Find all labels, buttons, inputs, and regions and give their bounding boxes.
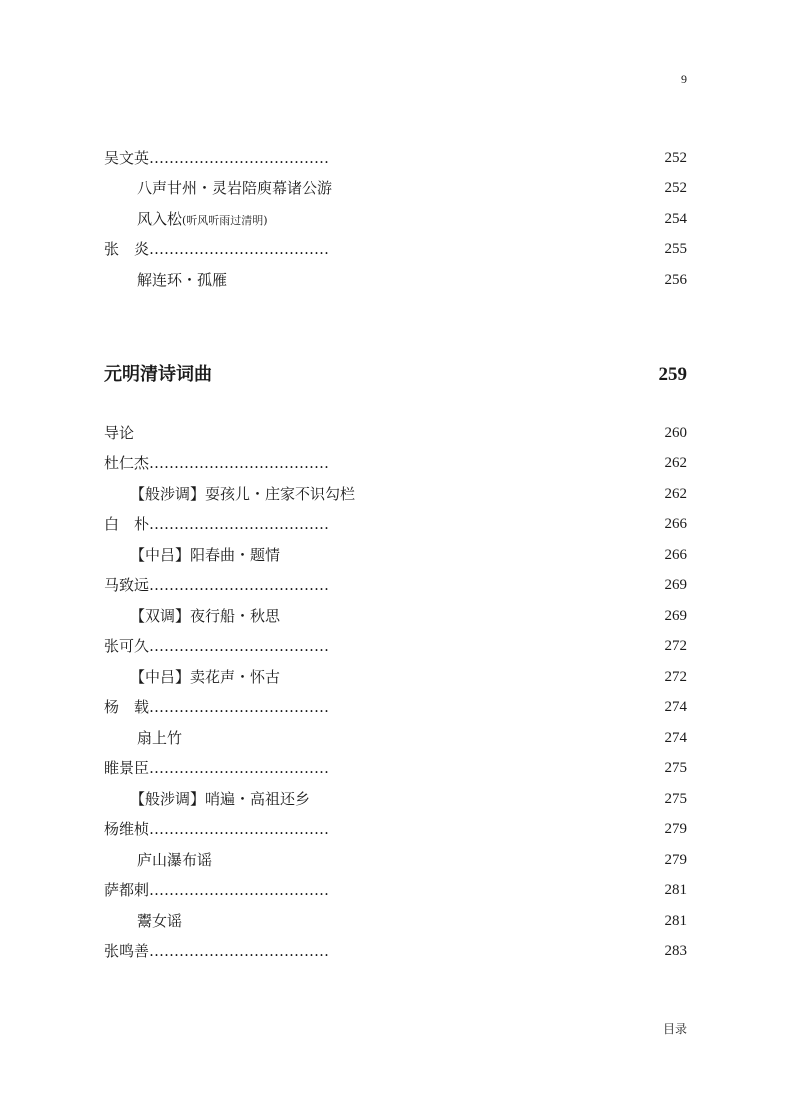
entry-label: 萨都剌……………………………… <box>104 881 330 899</box>
entry-note: (听风听雨过清明) <box>182 214 268 227</box>
entry-label: 马致远……………………………… <box>104 576 330 594</box>
entry-page: 279 <box>664 821 687 837</box>
toc-entry-work[interactable] <box>104 726 687 750</box>
entry-label: 张可久……………………………… <box>104 637 330 655</box>
entry-label: 张鸣善……………………………… <box>104 942 330 960</box>
entry-label: 导论 <box>104 424 135 442</box>
entry-page: 275 <box>664 760 687 776</box>
entry-label: 【中吕】卖花声・怀古 <box>130 668 281 686</box>
entry-page: 260 <box>664 425 687 441</box>
entry-label: 白 朴……………………………… <box>104 515 330 533</box>
entry-label: 解连环・孤雁 <box>137 271 228 289</box>
entry-page: 279 <box>664 852 687 868</box>
toc-entry-author[interactable] <box>104 451 687 475</box>
entry-label: 杨维桢……………………………… <box>104 820 330 838</box>
entry-page: 281 <box>664 882 687 898</box>
entry-page: 255 <box>664 241 687 257</box>
toc-entry-author[interactable] <box>104 878 687 902</box>
entry-label: 【中吕】阳春曲・题情 <box>130 546 281 564</box>
entry-label: 【般涉调】耍孩儿・庄家不识勾栏 <box>130 485 356 503</box>
toc-entry-work[interactable] <box>104 482 687 506</box>
entry-label: 鬻女谣 <box>137 912 183 930</box>
entry-page: 266 <box>664 547 687 563</box>
entry-label: 张 炎……………………………… <box>104 240 330 258</box>
entry-label: 【般涉调】哨遍・高祖还乡 <box>130 790 311 808</box>
entry-page: 283 <box>664 943 687 959</box>
toc-entry-author[interactable] <box>104 237 687 261</box>
section-title: 元明清诗词曲 <box>104 364 212 385</box>
entry-page: 256 <box>664 272 687 288</box>
toc-entry-work[interactable] <box>104 176 687 200</box>
entry-page: 266 <box>664 516 687 532</box>
entry-label: 吴文英……………………………… <box>104 149 330 167</box>
entry-label: 八声甘州・灵岩陪庾幕诸公游 <box>137 179 333 197</box>
toc-entry-intro[interactable] <box>104 421 687 445</box>
footer-label: 目录 <box>662 1022 687 1036</box>
entry-page: 281 <box>664 913 687 929</box>
toc-entry-author[interactable] <box>104 512 687 536</box>
entry-page: 252 <box>664 150 687 166</box>
entry-label: 睢景臣……………………………… <box>104 759 330 777</box>
toc-entry-work[interactable] <box>104 787 687 811</box>
toc-entry-author[interactable] <box>104 817 687 841</box>
toc-entry-author[interactable] <box>104 146 687 170</box>
entry-page: 269 <box>664 577 687 593</box>
entry-page: 272 <box>664 669 687 685</box>
entry-page: 262 <box>664 486 687 502</box>
entry-page: 274 <box>664 730 687 746</box>
entry-page: 275 <box>664 791 687 807</box>
toc-entry-author[interactable] <box>104 573 687 597</box>
entry-page: 272 <box>664 638 687 654</box>
entry-page: 252 <box>664 180 687 196</box>
toc-entry-work[interactable] <box>104 604 687 628</box>
toc-entry-work[interactable] <box>104 207 687 231</box>
toc-entry-work[interactable] <box>104 909 687 933</box>
entry-title: 风入松 <box>137 210 183 228</box>
page-number: 9 <box>681 72 687 86</box>
toc-entry-author[interactable] <box>104 695 687 719</box>
toc-entry-author[interactable] <box>104 939 687 963</box>
entry-page: 269 <box>664 608 687 624</box>
toc-entry-work[interactable] <box>104 268 687 292</box>
section-heading[interactable] <box>104 360 687 390</box>
toc-entry-work[interactable] <box>104 543 687 567</box>
entry-page: 254 <box>664 211 687 227</box>
section-page: 259 <box>658 364 687 385</box>
entry-label <box>137 207 268 233</box>
entry-label: 【双调】夜行船・秋思 <box>130 607 281 625</box>
entry-label: 庐山瀑布谣 <box>137 851 213 869</box>
toc-entry-work[interactable] <box>104 848 687 872</box>
toc-entry-author[interactable] <box>104 634 687 658</box>
entry-page: 262 <box>664 455 687 471</box>
entry-page: 274 <box>664 699 687 715</box>
entry-label: 扇上竹 <box>137 729 183 747</box>
toc-entry-author[interactable] <box>104 756 687 780</box>
toc-entry-work[interactable] <box>104 665 687 689</box>
entry-label: 杜仁杰……………………………… <box>104 454 330 472</box>
entry-label: 杨 载……………………………… <box>104 698 330 716</box>
